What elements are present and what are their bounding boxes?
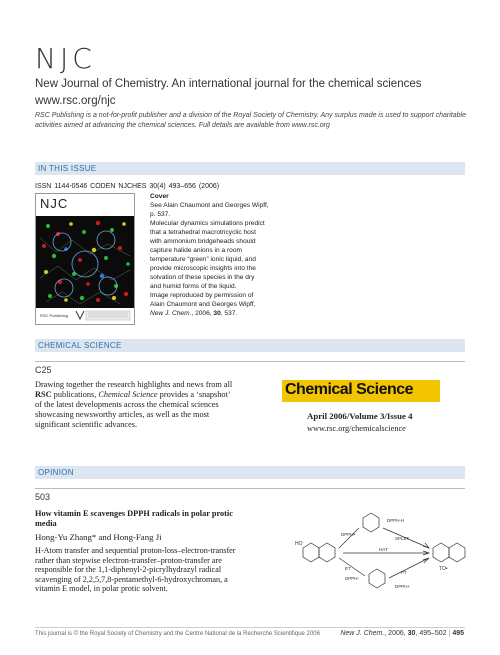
chemical-science-text xyxy=(35,380,255,430)
footer-copyright: This journal is © the Royal Society of Chemistry and the Centre National de la Recherche Scientifique 2006 xyxy=(35,631,320,637)
cite-page: , 537. xyxy=(220,310,238,317)
opinion-authors: Hong-Yu Zhang* and Hong-Fang Ji xyxy=(35,532,162,542)
journal-logo: NJC xyxy=(35,42,96,75)
cover-line: provide microscopic insights into the xyxy=(150,265,256,272)
cover-line: p. 537. xyxy=(150,211,171,218)
publisher-blurb: RSC Publishing is a not-for-profit publisher and a division of the Royal Society of Chemistry. Any surplus made is used to support charitable activities aimed at advancing the chemical sciences. Full details are available from www.rsc.org xyxy=(35,112,466,129)
opinion-band xyxy=(35,466,465,479)
journal-url[interactable]: www.rsc.org/njc xyxy=(35,95,116,107)
cover-line: Molecular dynamics simulations predict xyxy=(150,220,265,227)
cs-rsc: RSC xyxy=(35,390,52,399)
opinion-abstract: H-Atom transfer and sequential proton-loss–electron-transfer rather than stepwise electron-transfer–proton-transfer are responsible for the 1,1-diphenyl-2-picrylhydrazyl radical scavenging of 2,2,5,7,8-pentamethyl-6-hydroxychroman, a vitamin E model, in polar protic solvent. xyxy=(35,546,236,594)
scheme-label: SPLET xyxy=(395,536,410,541)
journal-title: New Journal of Chemistry. An international journal for the chemical sciences xyxy=(35,78,422,90)
cs-line: significant scientific advances. xyxy=(35,420,138,429)
footer-year: , 2006, xyxy=(384,630,408,637)
cs-title-italic: Chemical Science xyxy=(98,390,158,399)
scheme-label: DPPH• xyxy=(341,532,356,537)
cs-logo-text: Chemical Science xyxy=(285,381,414,398)
cs-line: Drawing together the research highlights and news from all xyxy=(35,380,233,389)
cite-year: , 2006, xyxy=(191,310,214,317)
in-this-issue-band xyxy=(35,162,465,175)
cover-citation xyxy=(150,309,270,318)
scheme-label: PT xyxy=(401,570,407,575)
cover-line: Image reproduced by permission of xyxy=(150,292,254,299)
cover-logo: NJC xyxy=(40,196,69,211)
chemical-science-number: C25 xyxy=(35,365,52,375)
opinion-number: 503 xyxy=(35,492,51,502)
reaction-scheme-drawing xyxy=(283,498,473,598)
cover-art xyxy=(36,194,134,324)
cover-description xyxy=(150,192,270,318)
cover-line: solvation of these species in the dry xyxy=(150,274,255,281)
scheme-label: DPPH-H xyxy=(387,518,405,523)
footer-rule xyxy=(35,627,465,628)
cs-text-part: provides a ‘snapshot’ xyxy=(157,390,231,399)
cover-line: that a tetrahedral macrotricyclic host xyxy=(150,229,256,236)
issn-line: ISSN 1144-0546 CODEN NJCHES 30(4) 493–656 (2006) xyxy=(35,183,220,190)
cover-line: See Alain Chaumont and Georges Wipff, xyxy=(150,202,269,209)
scheme-label: DPPH+ xyxy=(395,584,411,589)
footer-journal: New J. Chem. xyxy=(340,630,385,637)
scheme-label: HO xyxy=(295,541,303,547)
scheme-label: ET xyxy=(345,566,351,571)
cover-line: and humid forms of the liquid. xyxy=(150,283,237,290)
cite-journal: New J. Chem. xyxy=(150,310,192,317)
cite-volume: 30 xyxy=(213,310,221,317)
cover-line: temperature “green” ionic liquid, and xyxy=(150,256,256,263)
cover-line: Alain Chaumont and Georges Wipff, xyxy=(150,301,256,308)
cover-publisher: RSC Publishing xyxy=(40,313,69,318)
cs-line: showcasing newsworthy articles, as well as the most xyxy=(35,410,210,419)
scheme-label: HAT xyxy=(379,547,388,552)
scheme-label: DPPH- xyxy=(345,576,360,581)
cs-line: of the latest developments across the chemical sciences xyxy=(35,400,219,409)
cover-line: with ammonium bridgeheads should xyxy=(150,238,256,245)
chemical-science-url[interactable]: www.rsc.org/chemicalscience xyxy=(307,424,406,433)
cover-image xyxy=(35,193,135,325)
cs-line xyxy=(35,390,255,400)
section-rule xyxy=(35,361,465,362)
scheme-label: TO• xyxy=(439,566,448,572)
chemical-science-issue: April 2006/Volume 3/Issue 4 xyxy=(307,411,413,421)
reaction-scheme xyxy=(283,498,473,598)
in-this-issue-label: IN THIS ISSUE xyxy=(38,164,97,173)
chemical-science-label: CHEMICAL SCIENCE xyxy=(38,341,122,350)
chemical-science-logo xyxy=(282,380,440,402)
footer-pages: , 495–502 xyxy=(415,630,447,637)
footer-volume: 30 xyxy=(407,630,416,637)
footer-citation: New J. Chem., 2006, 30, 495–502 | 495 xyxy=(340,630,464,637)
cover-line: capture halide anions in a room xyxy=(150,247,243,254)
page-number: 495 xyxy=(452,630,464,637)
cs-text-part: publications, xyxy=(51,390,99,399)
opinion-title[interactable]: How vitamin E scavenges DPPH radicals in polar protic media xyxy=(35,509,233,528)
cover-heading: Cover xyxy=(150,193,169,200)
opinion-label: OPINION xyxy=(38,468,74,477)
section-rule xyxy=(35,488,465,489)
